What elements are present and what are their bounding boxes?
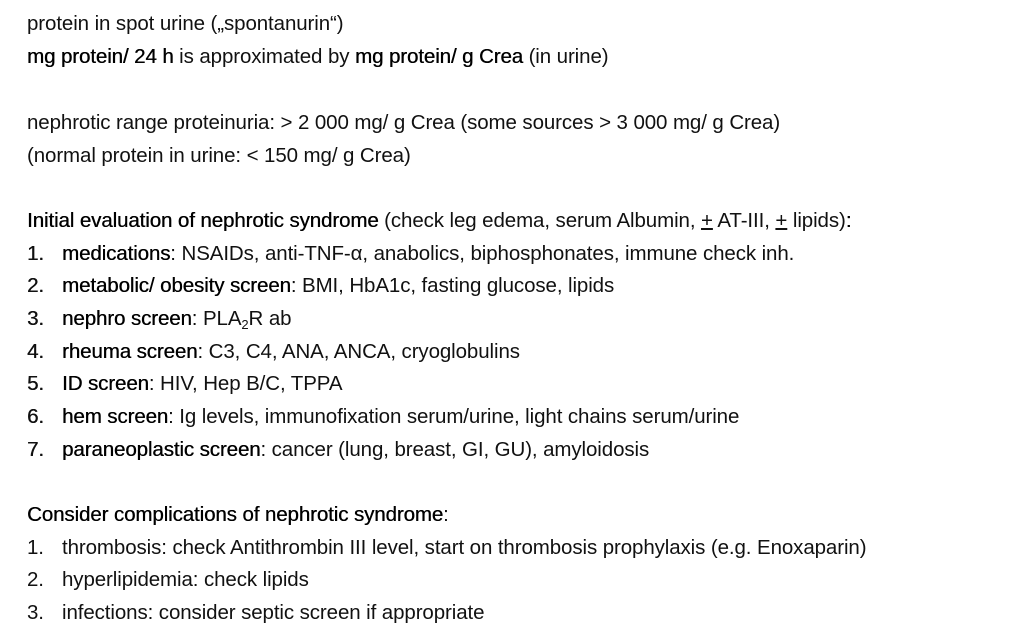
item-number: 1. <box>27 242 44 265</box>
item-number: 3. <box>27 601 44 624</box>
complications-heading <box>27 503 449 527</box>
evaluation-item <box>27 307 291 337</box>
evaluation-heading-bold: Initial evaluation of nephrotic syndrome <box>27 209 379 232</box>
evaluation-heading-colon: : <box>845 209 852 232</box>
intro-bold-term-b: mg protein/ g Crea <box>355 45 523 68</box>
item-number: 2. <box>27 568 44 591</box>
intro-mid-text: is approximated by <box>173 45 355 68</box>
item-detail: : BMI, HbA1c, fasting glucose, lipids <box>290 274 615 297</box>
evaluation-heading-text-b: AT-III, <box>712 209 776 232</box>
item-number: 4. <box>27 340 44 363</box>
intro-line-2 <box>27 45 608 69</box>
item-number: 5. <box>27 372 44 395</box>
item-number: 2. <box>27 274 44 297</box>
item-number: 3. <box>27 307 44 330</box>
complication-item <box>27 601 484 625</box>
evaluation-item <box>27 242 794 266</box>
plus-minus-symbol: + <box>775 209 788 232</box>
nephrotic-range-text: nephrotic range proteinuria: > 2 000 mg/ g Crea (some sources > 3 000 mg/ g Crea) <box>27 111 781 134</box>
intro-line-1 <box>27 12 344 36</box>
item-text: infections: consider septic screen if appropriate <box>62 601 485 624</box>
evaluation-item <box>27 372 342 396</box>
intro-text: protein in spot urine („spontanurin“) <box>27 12 344 35</box>
evaluation-heading-text-c: lipids) <box>787 209 846 232</box>
item-term: metabolic/ obesity screen <box>62 274 291 297</box>
item-detail: : cancer (lung, breast, GI, GU), amyloidosis <box>260 438 650 461</box>
evaluation-item <box>27 340 520 364</box>
nephrotic-range-line <box>27 111 780 135</box>
subscript: 2 <box>241 317 249 332</box>
intro-bold-term-a: mg protein/ 24 h <box>27 45 174 68</box>
item-text: hyperlipidemia: check lipids <box>62 568 309 591</box>
normal-range-text: (normal protein in urine: < 150 mg/ g Crea) <box>27 144 411 167</box>
evaluation-item <box>27 274 614 298</box>
item-number: 7. <box>27 438 44 461</box>
item-detail-end: R ab <box>248 307 292 330</box>
normal-range-line <box>27 144 411 168</box>
evaluation-heading-text-a: (check leg edema, serum Albumin, <box>378 209 702 232</box>
complications-heading-bold: Consider complications of nephrotic syndrome <box>27 503 444 526</box>
item-term: hem screen <box>62 405 169 428</box>
complication-item <box>27 536 866 560</box>
evaluation-item <box>27 438 649 462</box>
item-number: 1. <box>27 536 44 559</box>
item-term: nephro screen <box>62 307 192 330</box>
complication-item <box>27 568 309 592</box>
intro-end-text: (in urine) <box>522 45 609 68</box>
item-detail: : Ig levels, immunofixation serum/urine, light chains serum/urine <box>168 405 740 428</box>
evaluation-item <box>27 405 739 429</box>
item-detail: : HIV, Hep B/C, TPPA <box>148 372 343 395</box>
item-term: ID screen <box>62 372 149 395</box>
plus-minus-symbol: + <box>701 209 713 232</box>
item-detail: : C3, C4, ANA, ANCA, cryoglobulins <box>197 340 520 363</box>
item-term: rheuma screen <box>62 340 198 363</box>
complications-heading-colon: : <box>443 503 449 526</box>
item-detail: : PLA <box>191 307 242 330</box>
item-term: medications <box>62 242 171 265</box>
item-number: 6. <box>27 405 44 428</box>
item-term: paraneoplastic screen <box>62 438 261 461</box>
item-detail: : NSAIDs, anti-TNF-α, anabolics, biphosphonates, immune check inh. <box>170 242 795 265</box>
evaluation-heading <box>27 209 851 233</box>
item-text: thrombosis: check Antithrombin III level, start on thrombosis prophylaxis (e.g. Enoxaparin) <box>62 536 867 559</box>
